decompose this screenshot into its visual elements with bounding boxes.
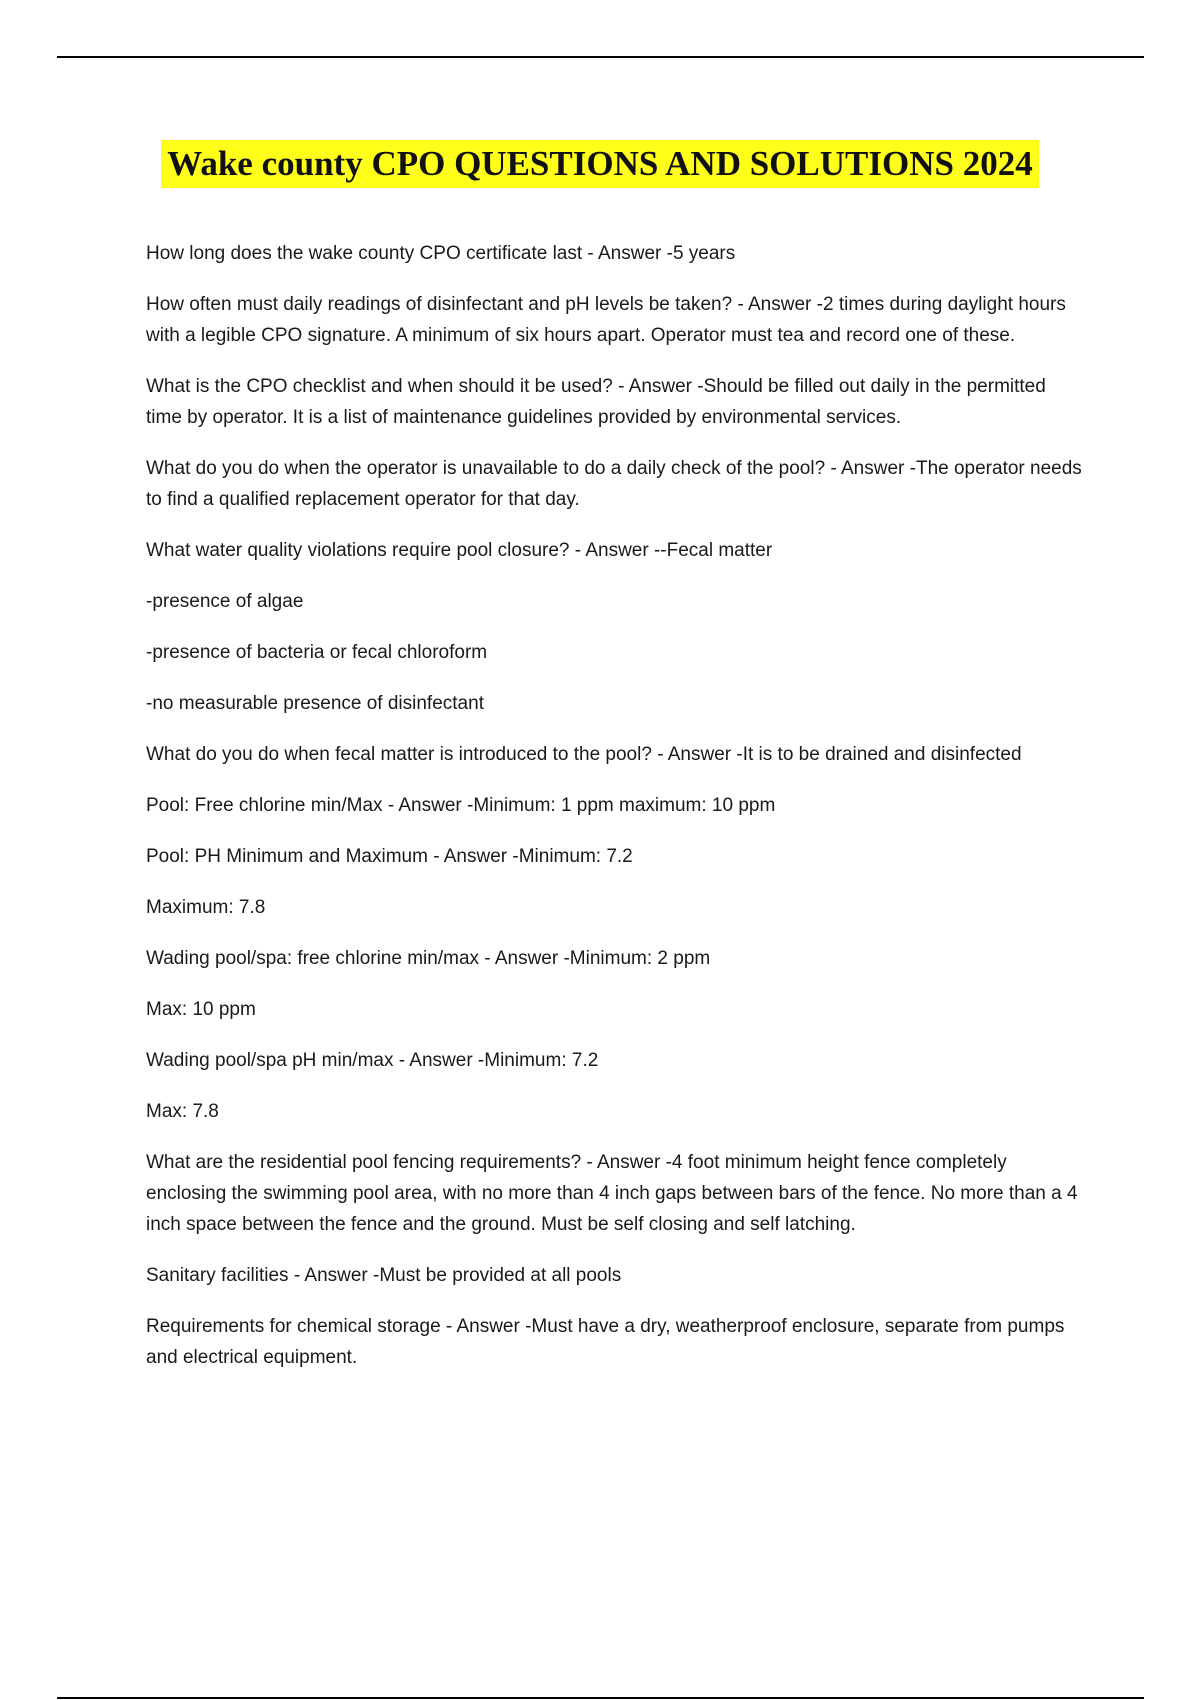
qa-entry: How often must daily readings of disinfectant and pH levels be taken? - Answer -2 times during daylight hours with a legible CPO signature. A minimum of six hours apart. Operator must tea and record one of these. xyxy=(146,294,1066,346)
title-container xyxy=(0,140,1200,188)
qa-entry: Max: 7.8 xyxy=(146,1101,219,1122)
qa-entry: Pool: Free chlorine min/Max - Answer -Minimum: 1 ppm maximum: 10 ppm xyxy=(146,795,776,816)
qa-list xyxy=(146,238,1086,1393)
qa-entry: What do you do when the operator is unavailable to do a daily check of the pool? - Answer -The operator needs to find a qualified replacement operator for that day. xyxy=(146,458,1082,510)
qa-entry: -presence of algae xyxy=(146,591,304,612)
qa-entry: Max: 10 ppm xyxy=(146,999,256,1020)
qa-entry: What are the residential pool fencing requirements? - Answer -4 foot minimum height fence completely enclosing the swimming pool area, with no more than 4 inch gaps between bars of the fence. No more than a 4 inch space between the fence and the ground. Must be self closing and self latching. xyxy=(146,1152,1078,1235)
qa-entry: How long does the wake county CPO certificate last - Answer -5 years xyxy=(146,243,736,264)
bottom-divider xyxy=(57,1697,1144,1699)
qa-entry: What water quality violations require pool closure? - Answer --Fecal matter xyxy=(146,540,773,561)
qa-entry: Wading pool/spa: free chlorine min/max - Answer -Minimum: 2 ppm xyxy=(146,948,711,969)
qa-entry: Requirements for chemical storage - Answer -Must have a dry, weatherproof enclosure, separate from pumps and electrical equipment. xyxy=(146,1316,1065,1368)
qa-entry: -presence of bacteria or fecal chloroform xyxy=(146,642,488,663)
qa-entry: Wading pool/spa pH min/max - Answer -Minimum: 7.2 xyxy=(146,1050,599,1071)
qa-entry: What do you do when fecal matter is introduced to the pool? - Answer -It is to be drained and disinfected xyxy=(146,744,1022,765)
top-divider xyxy=(57,56,1144,58)
qa-entry: Pool: PH Minimum and Maximum - Answer -Minimum: 7.2 xyxy=(146,846,633,867)
qa-entry: What is the CPO checklist and when should it be used? - Answer -Should be filled out daily in the permitted time by operator. It is a list of maintenance guidelines provided by environmental services. xyxy=(146,376,1046,428)
qa-entry: -no measurable presence of disinfectant xyxy=(146,693,484,714)
qa-entry: Maximum: 7.8 xyxy=(146,897,266,918)
document-title: Wake county CPO QUESTIONS AND SOLUTIONS 2024 xyxy=(161,140,1038,188)
qa-entry: Sanitary facilities - Answer -Must be provided at all pools xyxy=(146,1265,622,1286)
